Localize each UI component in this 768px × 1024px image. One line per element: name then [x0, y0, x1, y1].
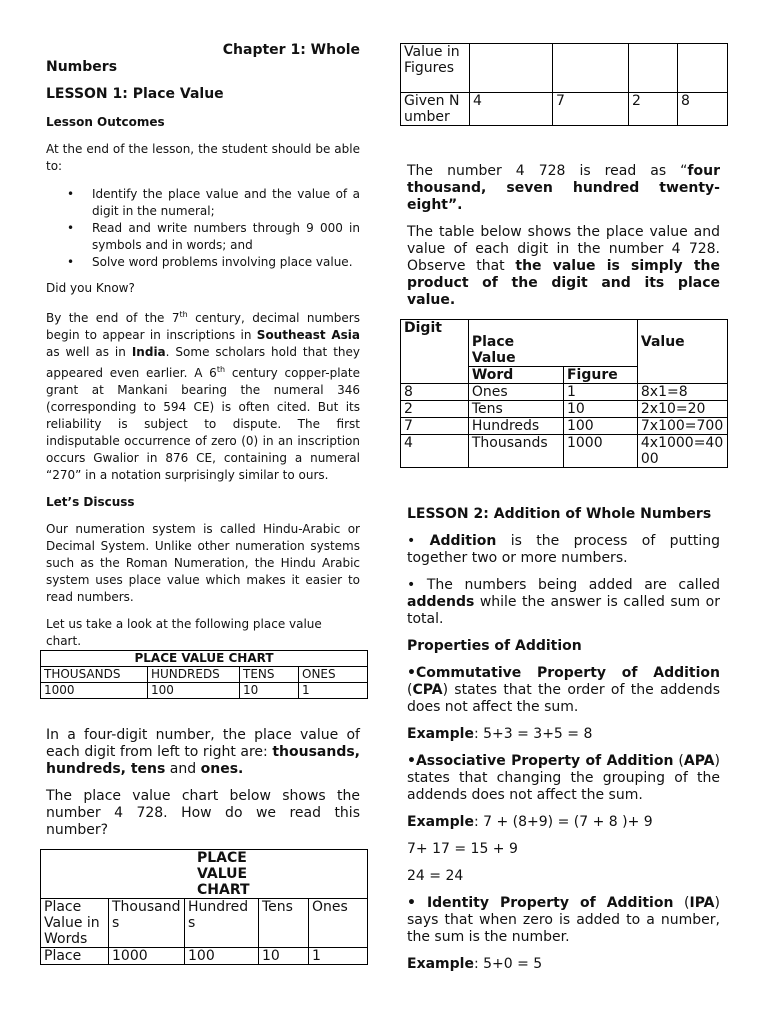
list-item: • Identify the place value and the value of a digit in the numeral;: [67, 187, 360, 218]
addition-definition: • Addition is the process of putting together two or more numbers.: [407, 533, 720, 566]
table-cell: 100: [185, 948, 259, 965]
table-row: 4 Thousands 1000 4x1000=4000: [401, 435, 728, 468]
place-value-chart-1: [40, 650, 368, 699]
ipa-example: Example: 5+0 = 5: [407, 956, 543, 972]
table-cell: 1000: [109, 948, 185, 965]
outcomes-heading: Lesson Outcomes: [46, 115, 165, 129]
table-cell: 1000: [41, 683, 148, 699]
table-header: Figure: [563, 367, 637, 384]
properties-title: Properties of Addition: [407, 638, 582, 654]
table-cell: [629, 44, 678, 93]
apa-example: Example: 7 + (8+9) = (7 + 8 )+ 9: [407, 814, 653, 830]
table-cell: [678, 44, 728, 93]
list-item: • Solve word problems involving place value.: [67, 255, 353, 269]
lets-discuss-heading: Let’s Discuss: [46, 495, 135, 509]
table-cell: TENS: [240, 667, 299, 683]
table-header: Place Value: [468, 320, 637, 367]
table-cell: [470, 44, 553, 93]
table-row: 2 Tens 10 2x10=20: [401, 401, 728, 418]
table-intro-paragraph: The table below shows the place value and value of each digit in the number 4 728. Observe that the value is simply the product of the digit and its place value.: [407, 224, 720, 308]
table-cell: Hundreds: [185, 899, 259, 948]
table-cell: 10: [240, 683, 299, 699]
table-cell: Place: [41, 948, 109, 965]
table-cell: 8: [678, 93, 728, 126]
table-cell: Given Number: [401, 93, 470, 126]
right-column-upper: [407, 163, 720, 309]
table-cell: 10: [259, 948, 309, 965]
history-paragraph: By the end of the 7th century, decimal numbers begin to appear in inscriptions in Southeast Asia as well as in India. Some scholars hold that they appeared even earlier. A 6th century copper-plate grant at Mankani bearing the numeral 346 (corresponding to 594 CE) is often cited. But its reliability is subject to dispute. The first indisputable occurrence of zero (0) in an inscription occurs Gwalior in 876 CE, containing a numeral “270” in a notation surprisingly similar to ours.: [46, 310, 361, 482]
addends-definition: • The numbers being added are called addends while the answer is called sum or total.: [407, 577, 720, 627]
chart2-title: PLACE VALUE CHART: [41, 850, 368, 899]
table-header: Digit: [401, 320, 469, 384]
list-item: • Read and write numbers through 9 000 in symbols and in words; and: [67, 221, 360, 252]
lesson2-title: LESSON 2: Addition of Whole Numbers: [407, 506, 712, 522]
table-cell: Tens: [259, 899, 309, 948]
table-cell: 100: [148, 683, 240, 699]
apa-paragraph: •Associative Property of Addition (APA) states that changing the grouping of the addends does not affect the sum.: [407, 753, 720, 803]
chapter-title: Chapter 1: Whole Numbers: [46, 42, 360, 75]
table-cell: 1: [309, 948, 368, 965]
table-row: 7 Hundreds 100 7x100=700: [401, 418, 728, 435]
table-cell: Value in Figures: [401, 44, 470, 93]
place-value-chart-2: [40, 849, 368, 965]
table-cell: 1: [299, 683, 368, 699]
apa-example-line3: 24 = 24: [407, 868, 464, 884]
ipa-paragraph: • Identity Property of Addition (IPA) says that when zero is added to a number, the sum is the number.: [407, 895, 720, 945]
table-cell: ONES: [299, 667, 368, 683]
outcomes-list: [46, 186, 360, 271]
digit-value-table: [400, 319, 728, 468]
left-column-lower: [46, 727, 360, 839]
apa-example-line2: 7+ 17 = 15 + 9: [407, 841, 518, 857]
table-cell: 2: [629, 93, 678, 126]
lesson1-title: LESSON 1: Place Value: [46, 86, 224, 102]
chart-intro: Let us take a look at the following place value chart.: [46, 617, 322, 648]
table-cell: HUNDREDS: [148, 667, 240, 683]
right-column-lower: [407, 506, 720, 973]
left-column: [46, 42, 360, 650]
discuss-paragraph: Our numeration system is called Hindu-Arabic or Decimal System. Unlike other numeration systems such as the Roman Numeration, the Hindu Arabic system uses place value which makes it easier to read numbers.: [46, 522, 360, 604]
table-cell: [553, 44, 629, 93]
table-header: Word: [468, 367, 563, 384]
cpa-example: Example: 5+3 = 3+5 = 8: [407, 726, 593, 742]
table-cell: Ones: [309, 899, 368, 948]
outcomes-intro: At the end of the lesson, the student should be able to:: [46, 142, 360, 173]
did-you-know-heading: Did you Know?: [46, 281, 135, 295]
read-as-paragraph: The number 4 728 is read as “four thousand, seven hundred twenty-eight”.: [407, 163, 720, 213]
table-header: Value: [637, 320, 727, 384]
table-cell: 7: [553, 93, 629, 126]
table-cell: Thousands: [109, 899, 185, 948]
table-cell: THOUSANDS: [41, 667, 148, 683]
chart2-intro: The place value chart below shows the number 4 728. How do we read this number?: [46, 788, 360, 838]
chart1-title: PLACE VALUE CHART: [41, 651, 368, 667]
table-row: 8 Ones 1 8x1=8: [401, 384, 728, 401]
table-cell: Place Value in Words: [41, 899, 109, 948]
four-digit-paragraph: In a four-digit number, the place value of each digit from left to right are: thousands, hundreds, tens and ones.: [46, 727, 360, 777]
top-continuation-table: [400, 43, 728, 126]
cpa-paragraph: •Commutative Property of Addition (CPA) states that the order of the addends does not affect the sum.: [407, 665, 720, 715]
table-cell: 4: [470, 93, 553, 126]
